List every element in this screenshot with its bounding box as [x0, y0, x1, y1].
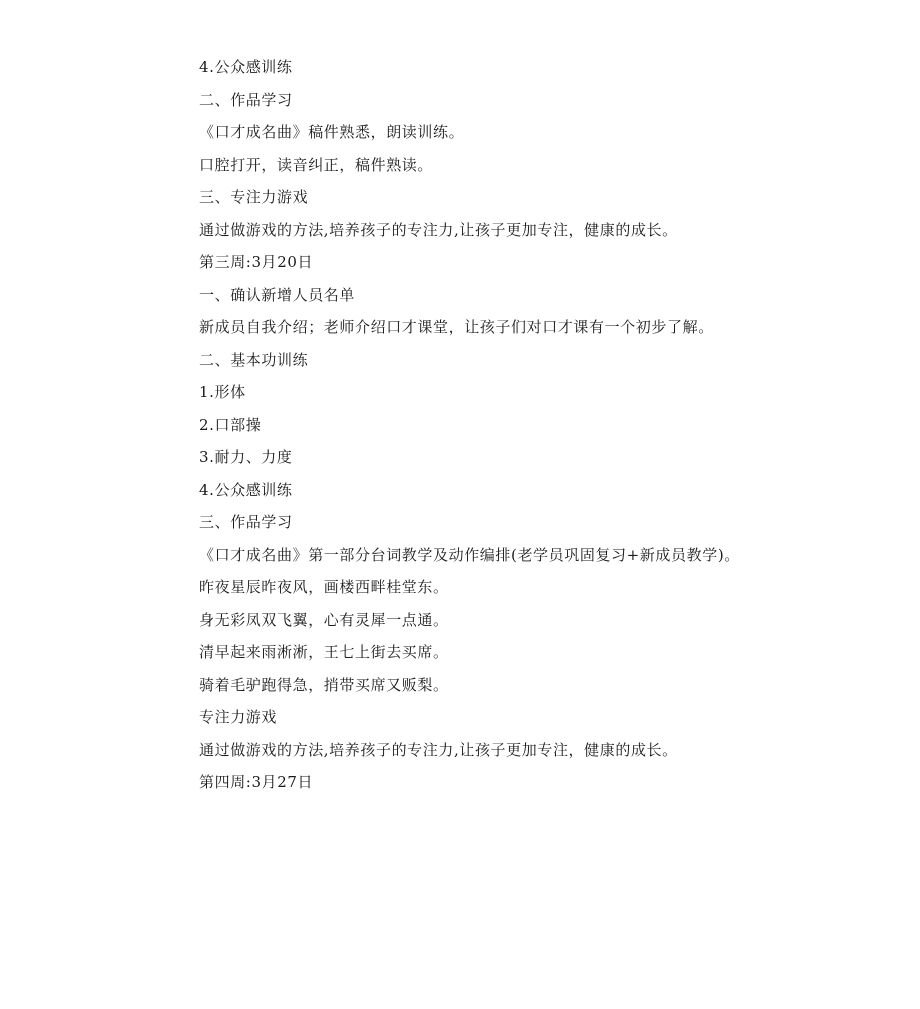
poem-line: 清早起来雨淅淅，王七上街去买席。 [199, 643, 449, 661]
text-line: 新成员自我介绍；老师介绍口才课堂，让孩子们对口才课有一个初步了解。 [199, 318, 714, 336]
poem-line: 身无彩凤双飞翼，心有灵犀一点通。 [199, 610, 449, 629]
list-item: 2.口部操 [199, 415, 262, 434]
list-item: 4.公众感训练 [199, 480, 293, 499]
poem-line: 骑着毛驴跑得急，捎带买席又贩梨。 [199, 675, 449, 694]
list-item: 3.耐力、力度 [199, 448, 293, 466]
text-line: 4.公众感训练 [199, 58, 293, 76]
section-heading: 三、专注力游戏 [199, 188, 309, 206]
text-line: 口腔打开，读音纠正，稿件熟读。 [199, 155, 434, 174]
section-heading: 三、作品学习 [199, 513, 293, 531]
section-heading: 一、确认新增人员名单 [199, 285, 356, 304]
document-body [199, 51, 839, 799]
poem-line: 昨夜星辰昨夜风，画楼西畔桂堂东。 [199, 578, 449, 596]
text-line: 通过做游戏的方法,培养孩子的专注力,让孩子更加专注，健康的成长。 [199, 220, 678, 239]
week-heading: 第三周:3月20日 [199, 253, 314, 271]
section-heading: 专注力游戏 [199, 708, 278, 726]
text-line: 通过做游戏的方法,培养孩子的专注力,让孩子更加专注，健康的成长。 [199, 740, 678, 759]
section-heading: 二、基本功训练 [199, 350, 309, 369]
section-heading: 二、作品学习 [199, 90, 293, 109]
text-line: 《口才成名曲》稿件熟悉，朗读训练。 [199, 123, 465, 141]
text-line: 《口才成名曲》第一部分台词教学及动作编排(老学员巩固复习+新成员教学)。 [199, 545, 740, 564]
week-heading: 第四周:3月27日 [199, 773, 314, 791]
list-item: 1.形体 [199, 383, 246, 401]
